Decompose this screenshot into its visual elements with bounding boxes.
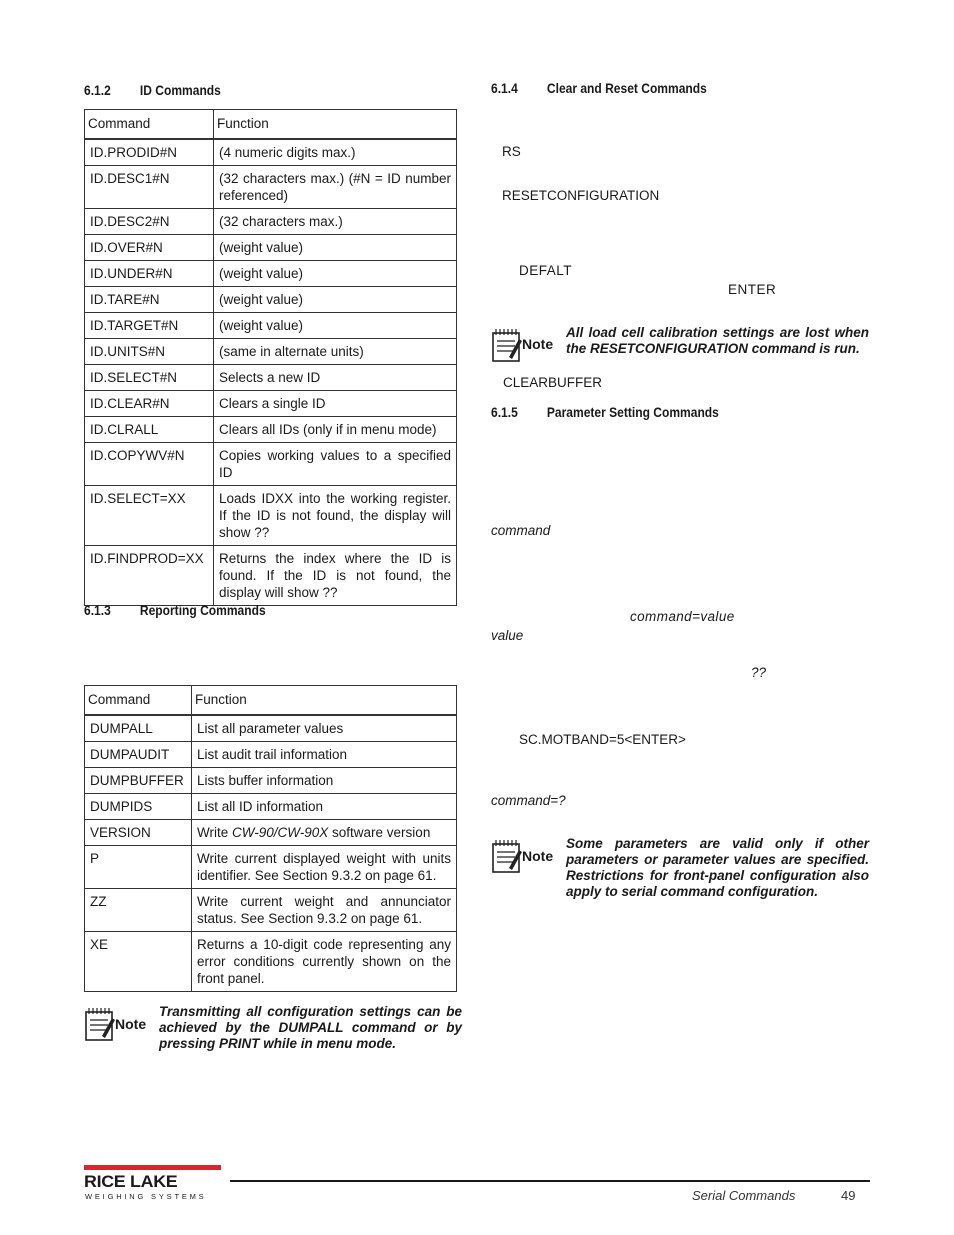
section-heading-6-1-4 bbox=[491, 80, 707, 96]
function-cell: (weight value) bbox=[213, 287, 456, 313]
note-parameter-restrictions bbox=[491, 836, 871, 900]
logo-wordmark: RICE LAKE bbox=[84, 1172, 178, 1191]
command-cell: ID.SELECT=XX bbox=[85, 486, 214, 546]
section-title: Clear and Reset Commands bbox=[546, 80, 707, 96]
page-number: 49 bbox=[841, 1188, 856, 1203]
function-cell: (32 characters max.) bbox=[213, 209, 456, 235]
table-header-row bbox=[85, 110, 457, 140]
note-text: Some parameters are valid only if other parameters or parameter values are specified. Restrictions for front-panel configuration also apply to serial command configuration. bbox=[566, 836, 869, 899]
function-cell bbox=[191, 820, 456, 846]
function-cell: Clears a single ID bbox=[213, 391, 456, 417]
product-name: CW-90/CW-90X bbox=[232, 825, 329, 840]
function-cell: Write current displayed weight with units identifier. See Section 9.3.2 on page 61. bbox=[191, 846, 456, 889]
table-row bbox=[85, 889, 457, 932]
table-row bbox=[85, 261, 457, 287]
table-row bbox=[85, 391, 457, 417]
table-row bbox=[85, 287, 457, 313]
column-header: Command bbox=[85, 686, 192, 716]
footer-rule bbox=[230, 1180, 870, 1182]
table-row bbox=[85, 139, 457, 166]
table-row bbox=[85, 486, 457, 546]
command-cell: DUMPIDS bbox=[85, 794, 192, 820]
id-commands-table bbox=[84, 109, 457, 606]
function-cell: List all parameter values bbox=[191, 715, 456, 742]
function-cell: Write current weight and annunciator status. See Section 9.3.2 on page 61. bbox=[191, 889, 456, 932]
note-label: Note bbox=[522, 336, 554, 352]
column-header: Function bbox=[213, 110, 456, 140]
function-cell: (same in alternate units) bbox=[213, 339, 456, 365]
syntax-command-value: command=value bbox=[630, 609, 735, 624]
command-cell: XE bbox=[85, 932, 192, 992]
command-cell: ZZ bbox=[85, 889, 192, 932]
table-row bbox=[85, 313, 457, 339]
note-resetconfiguration bbox=[491, 325, 871, 365]
command-rs: RS bbox=[502, 144, 521, 159]
section-heading-6-1-5 bbox=[491, 404, 719, 420]
function-cell: (weight value) bbox=[213, 313, 456, 339]
logo-subtitle: WEIGHING SYSTEMS bbox=[85, 1192, 207, 1201]
function-cell: List all ID information bbox=[191, 794, 456, 820]
command-cell: ID.TARE#N bbox=[85, 287, 214, 313]
command-cell: ID.DESC2#N bbox=[85, 209, 214, 235]
command-cell: DUMPALL bbox=[85, 715, 192, 742]
term-command: command bbox=[491, 523, 551, 538]
command-cell: ID.CLRALL bbox=[85, 417, 214, 443]
function-cell: Selects a new ID bbox=[213, 365, 456, 391]
section-number: 6.1.5 bbox=[491, 404, 518, 420]
table-header-row bbox=[85, 686, 457, 716]
table-row bbox=[85, 820, 457, 846]
command-cell: P bbox=[85, 846, 192, 889]
command-cell: DUMPAUDIT bbox=[85, 742, 192, 768]
table-row bbox=[85, 235, 457, 261]
function-cell: (weight value) bbox=[213, 235, 456, 261]
command-resetconfiguration: RESETCONFIGURATION bbox=[502, 188, 660, 203]
function-cell: Returns the index where the ID is found. If the ID is not found, the display will show ?? bbox=[213, 546, 456, 606]
function-cell: List audit trail information bbox=[191, 742, 456, 768]
function-cell: Lists buffer information bbox=[191, 768, 456, 794]
note-text: All load cell calibration settings are lost when the RESETCONFIGURATION command is run. bbox=[566, 325, 869, 356]
note-text: Transmitting all configuration settings can be achieved by the DUMPALL command or by pressing PRINT while in menu mode. bbox=[159, 1004, 462, 1051]
section-title: ID Commands bbox=[139, 82, 221, 98]
key-enter: ENTER bbox=[728, 282, 777, 297]
command-cell: ID.SELECT#N bbox=[85, 365, 214, 391]
logo-red-bar-top bbox=[84, 1165, 221, 1170]
note-label: Note bbox=[522, 848, 554, 864]
function-cell: (4 numeric digits max.) bbox=[213, 139, 456, 166]
menu-defalt: DEFALT bbox=[519, 263, 573, 278]
table-row bbox=[85, 768, 457, 794]
command-cell: ID.CLEAR#N bbox=[85, 391, 214, 417]
term-question-marks: ?? bbox=[751, 665, 767, 680]
command-cell: ID.TARGET#N bbox=[85, 313, 214, 339]
reporting-commands-table bbox=[84, 685, 457, 992]
section-heading-6-1-2 bbox=[84, 82, 221, 98]
function-cell: Returns a 10-digit code representing any error conditions currently shown on the front panel. bbox=[191, 932, 456, 992]
syntax-command-query: command=? bbox=[491, 793, 566, 808]
section-title: Reporting Commands bbox=[139, 602, 266, 618]
command-cell: ID.UNITS#N bbox=[85, 339, 214, 365]
command-clearbuffer: CLEARBUFFER bbox=[503, 375, 603, 390]
table-row bbox=[85, 209, 457, 235]
section-number: 6.1.3 bbox=[84, 602, 111, 618]
column-header: Function bbox=[191, 686, 456, 716]
section-heading-6-1-3 bbox=[84, 602, 266, 618]
section-number: 6.1.4 bbox=[491, 80, 518, 96]
command-cell: ID.PRODID#N bbox=[85, 139, 214, 166]
command-cell: ID.DESC1#N bbox=[85, 166, 214, 209]
note-dumpall bbox=[84, 1004, 464, 1054]
command-cell: ID.OVER#N bbox=[85, 235, 214, 261]
command-cell: ID.COPYWV#N bbox=[85, 443, 214, 486]
rice-lake-logo bbox=[84, 1165, 224, 1201]
command-cell: ID.UNDER#N bbox=[85, 261, 214, 287]
term-value: value bbox=[491, 628, 524, 643]
table-row bbox=[85, 715, 457, 742]
table-row bbox=[85, 794, 457, 820]
function-cell: Clears all IDs (only if in menu mode) bbox=[213, 417, 456, 443]
table-row bbox=[85, 742, 457, 768]
column-header: Command bbox=[85, 110, 214, 140]
function-cell: Copies working values to a specified ID bbox=[213, 443, 456, 486]
function-text: software version bbox=[328, 825, 431, 840]
command-cell: DUMPBUFFER bbox=[85, 768, 192, 794]
table-row bbox=[85, 846, 457, 889]
table-row bbox=[85, 166, 457, 209]
table-row bbox=[85, 932, 457, 992]
note-label: Note bbox=[115, 1016, 147, 1032]
table-row bbox=[85, 417, 457, 443]
footer-section-title: Serial Commands bbox=[692, 1188, 796, 1203]
command-cell: ID.FINDPROD=XX bbox=[85, 546, 214, 606]
table-row bbox=[85, 339, 457, 365]
command-cell: VERSION bbox=[85, 820, 192, 846]
example-motband: SC.MOTBAND=5<ENTER> bbox=[519, 732, 686, 747]
function-cell: Loads IDXX into the working register. If the ID is not found, the display will show ?? bbox=[213, 486, 456, 546]
function-text: Write bbox=[196, 825, 232, 840]
table-row bbox=[85, 443, 457, 486]
table-row bbox=[85, 546, 457, 606]
section-title: Parameter Setting Commands bbox=[546, 404, 719, 420]
section-number: 6.1.2 bbox=[84, 82, 111, 98]
function-cell: (weight value) bbox=[213, 261, 456, 287]
table-row bbox=[85, 365, 457, 391]
function-cell: (32 characters max.) (#N = ID number referenced) bbox=[213, 166, 456, 209]
